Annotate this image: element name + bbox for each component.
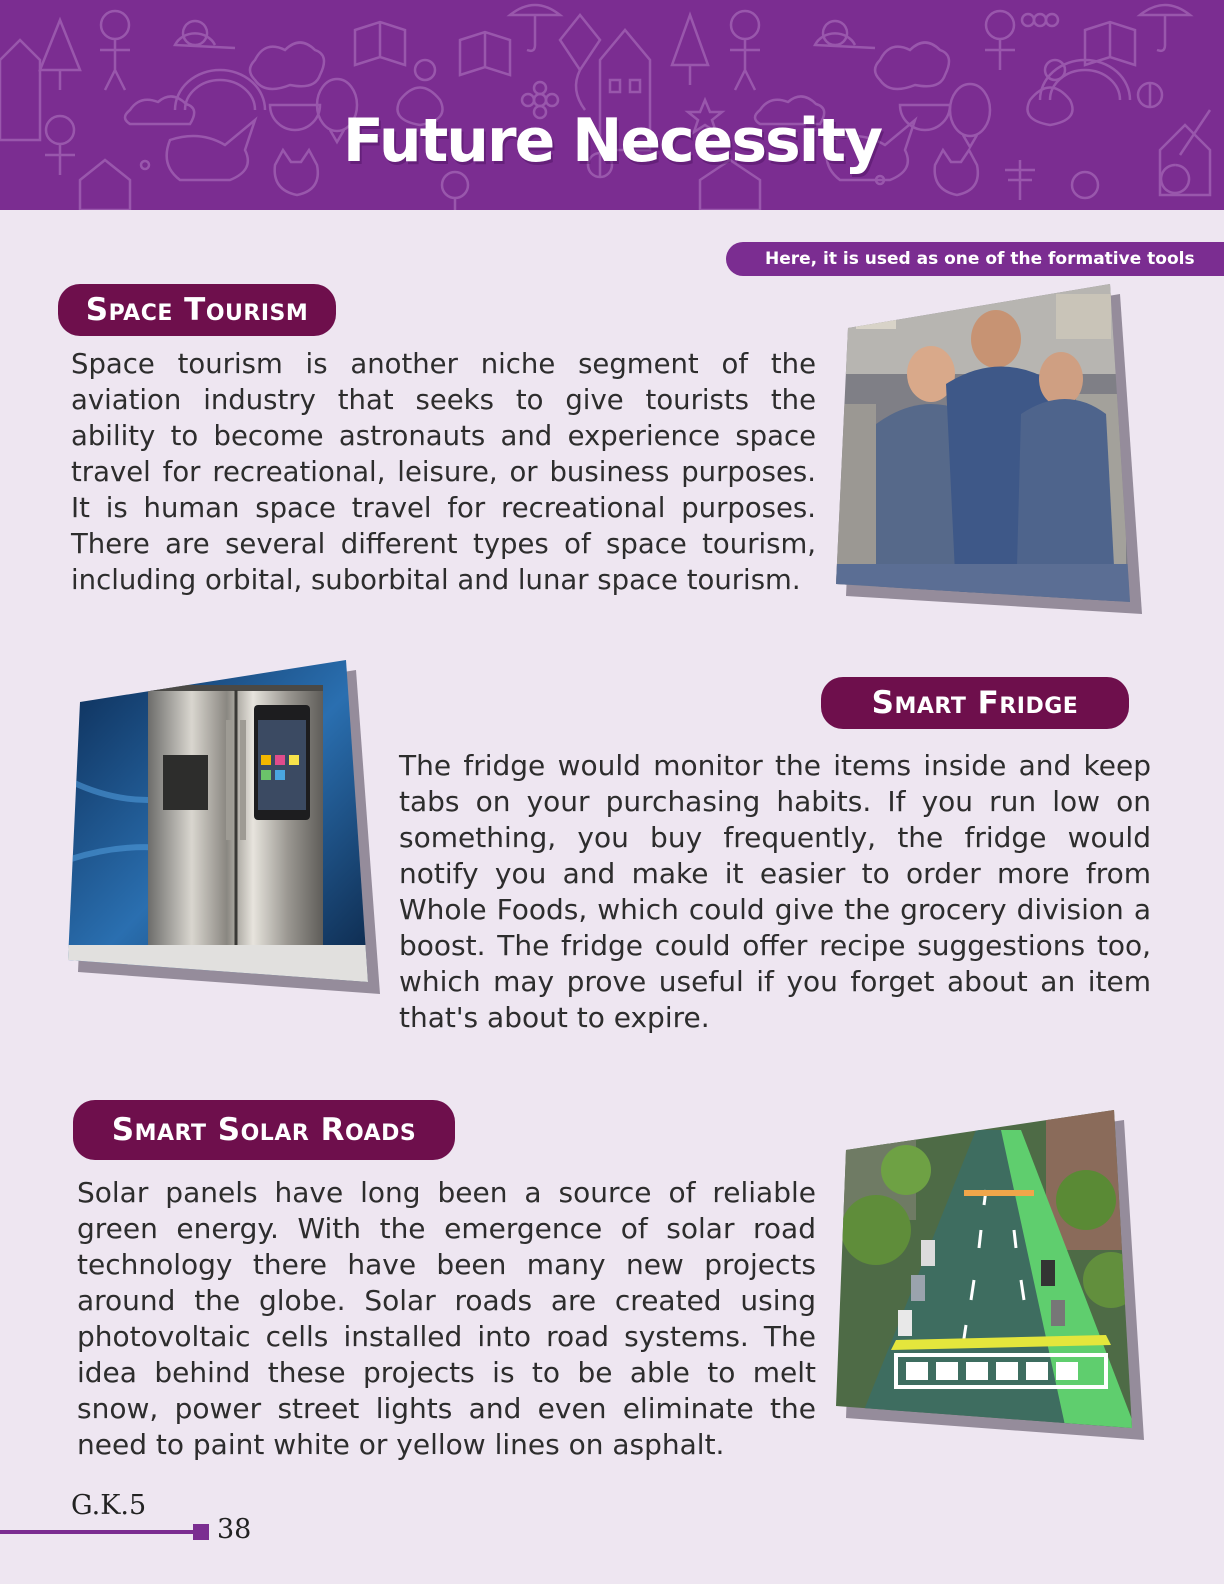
header-banner <box>0 0 1224 210</box>
section-text-smart-solar-roads: Solar panels have long been a source of reliable green energy. With the emergence of solar road technology there have been many new projects around the globe. Solar roads are created using photovoltaic cells installed into road systems. The idea behind these projects is to be able to melt snow, power street lights and even eliminate the need to paint white or yellow lines on asphalt. <box>77 1176 816 1461</box>
page-number: 38 <box>217 1514 252 1545</box>
smart-fridge-photo <box>68 660 398 1000</box>
doodle-pattern <box>0 0 1224 210</box>
space-tourism-photo <box>836 284 1158 624</box>
section-heading-space-tourism: Space Tourism <box>58 284 336 336</box>
section-text-smart-fridge: The fridge would monitor the items inside and keep tabs on your purchasing habits. If you run low on something, you buy frequently, the fridge would notify you and make it easier to order more from Whole Foods, which could give the grocery division a boost. The fridge could offer recipe suggestions too, which may prove useful if you forget about an item that's about to expire. <box>399 749 1151 1034</box>
section-heading-smart-fridge: Smart Fridge <box>821 677 1129 729</box>
section-text-space-tourism: Space tourism is another niche segment of the aviation industry that seeks to give tourists the ability to become astronauts and experience space travel for recreational, leisure, or business purposes. It is human space travel for recreational purposes. There are several different types of space tourism, including orbital, suborbital and lunar space tourism. <box>71 348 816 596</box>
book-title: G.K.5 <box>71 1490 147 1521</box>
solar-road-photo <box>836 1110 1158 1450</box>
section-heading-smart-solar-roads: Smart Solar Roads <box>73 1100 455 1160</box>
formative-tools-note: Here, it is used as one of the formative tools <box>726 242 1224 276</box>
page-title: Future Necessity <box>342 106 882 176</box>
footer-marker <box>193 1524 209 1540</box>
footer-divider <box>0 1530 193 1534</box>
